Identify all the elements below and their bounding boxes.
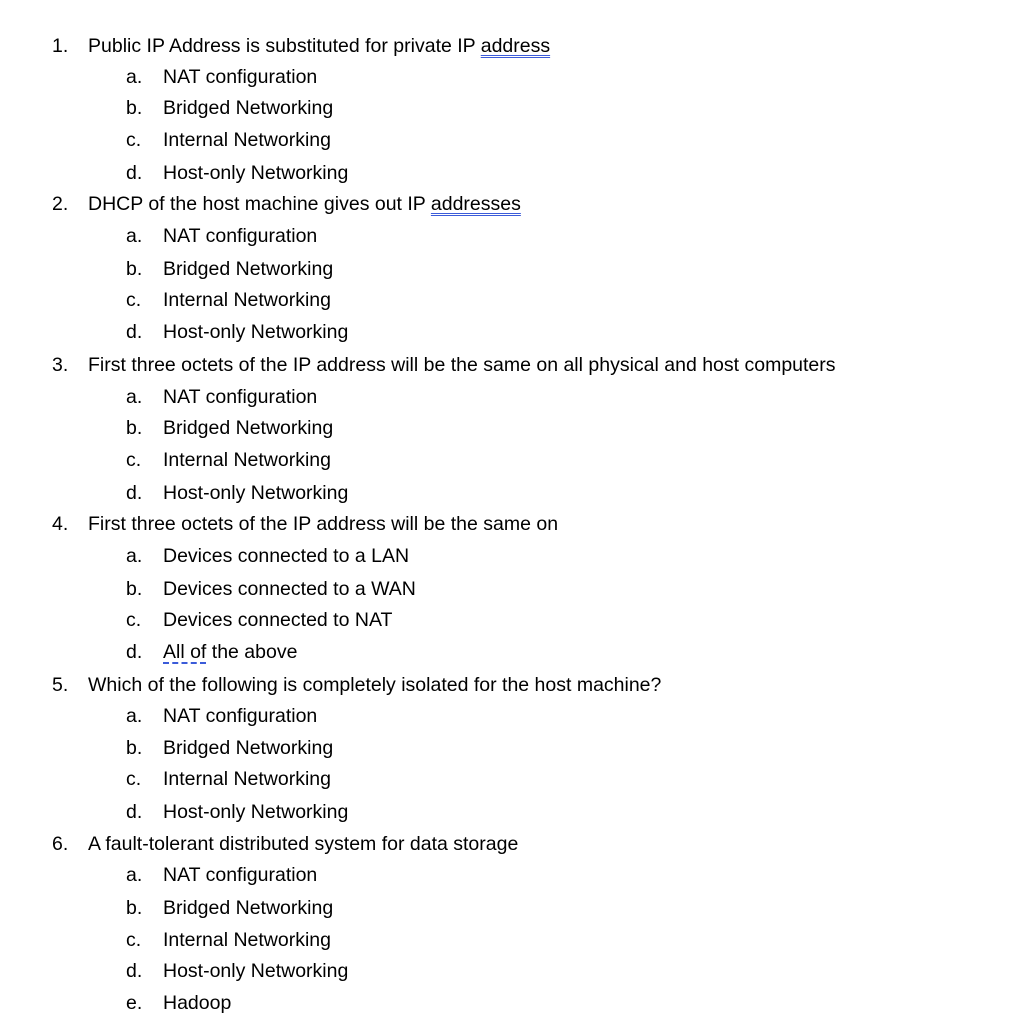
option-letter: c. <box>126 449 142 471</box>
option-text: NAT configuration <box>163 225 318 247</box>
option-letter: b. <box>126 578 143 600</box>
option-text: Host-only Networking <box>163 960 349 982</box>
question-number: 2. <box>52 193 69 215</box>
option-letter: a. <box>126 386 143 408</box>
option-letter: a. <box>126 864 143 886</box>
spellcheck-word: address <box>480 35 551 57</box>
option-text: Bridged Networking <box>163 417 334 439</box>
question-number: 5. <box>52 674 69 696</box>
question-text: DHCP of the host machine gives out IP addresses <box>88 193 521 215</box>
question-text: First three octets of the IP address will be the same on <box>88 513 559 535</box>
option-letter: a. <box>126 705 143 727</box>
option-text: Bridged Networking <box>163 97 334 119</box>
option-letter: b. <box>126 97 143 119</box>
option-text: NAT configuration <box>163 386 318 408</box>
question-number: 6. <box>52 833 69 855</box>
option-text: Bridged Networking <box>163 258 334 280</box>
option-letter: c. <box>126 129 142 151</box>
option-letter: b. <box>126 897 143 919</box>
option-letter: e. <box>126 992 143 1014</box>
question-number: 4. <box>52 513 69 535</box>
option-text: Host-only Networking <box>163 801 349 823</box>
option-letter: a. <box>126 545 143 567</box>
option-letter: c. <box>126 289 142 311</box>
option-letter: d. <box>126 162 143 184</box>
option-text: NAT configuration <box>163 864 318 886</box>
option-letter: c. <box>126 929 142 951</box>
option-letter: d. <box>126 801 143 823</box>
option-text: All of the above <box>163 641 298 663</box>
option-text: Internal Networking <box>163 449 331 471</box>
question-number: 3. <box>52 354 69 376</box>
option-letter: b. <box>126 417 143 439</box>
option-text: Bridged Networking <box>163 897 334 919</box>
option-letter: b. <box>126 737 143 759</box>
option-text: Host-only Networking <box>163 321 349 343</box>
option-letter: d. <box>126 641 143 663</box>
option-text: Internal Networking <box>163 768 331 790</box>
grammar-flag-word: All of <box>163 641 207 663</box>
option-text: Bridged Networking <box>163 737 334 759</box>
option-letter: d. <box>126 321 143 343</box>
option-text: Devices connected to a LAN <box>163 545 410 567</box>
option-letter: d. <box>126 482 143 504</box>
question-text: Public IP Address is substituted for private IP address <box>88 35 551 57</box>
option-letter: c. <box>126 609 142 631</box>
option-text: Internal Networking <box>163 929 331 951</box>
option-text: Internal Networking <box>163 289 331 311</box>
option-letter: a. <box>126 66 143 88</box>
option-letter: b. <box>126 258 143 280</box>
option-letter: a. <box>126 225 143 247</box>
question-text: Which of the following is completely isolated for the host machine? <box>88 674 662 696</box>
option-text: Host-only Networking <box>163 482 349 504</box>
option-text: Devices connected to NAT <box>163 609 393 631</box>
option-text: NAT configuration <box>163 66 318 88</box>
option-letter: d. <box>126 960 143 982</box>
question-text: A fault-tolerant distributed system for data storage <box>88 833 519 855</box>
spellcheck-word: addresses <box>430 193 521 215</box>
option-text: Internal Networking <box>163 129 331 151</box>
question-text: First three octets of the IP address will be the same on all physical and host computers <box>88 354 836 376</box>
option-text: NAT configuration <box>163 705 318 727</box>
option-text: Devices connected to a WAN <box>163 578 416 600</box>
option-letter: c. <box>126 768 142 790</box>
option-text: Host-only Networking <box>163 162 349 184</box>
option-text: Hadoop <box>163 992 232 1014</box>
question-number: 1. <box>52 35 69 57</box>
